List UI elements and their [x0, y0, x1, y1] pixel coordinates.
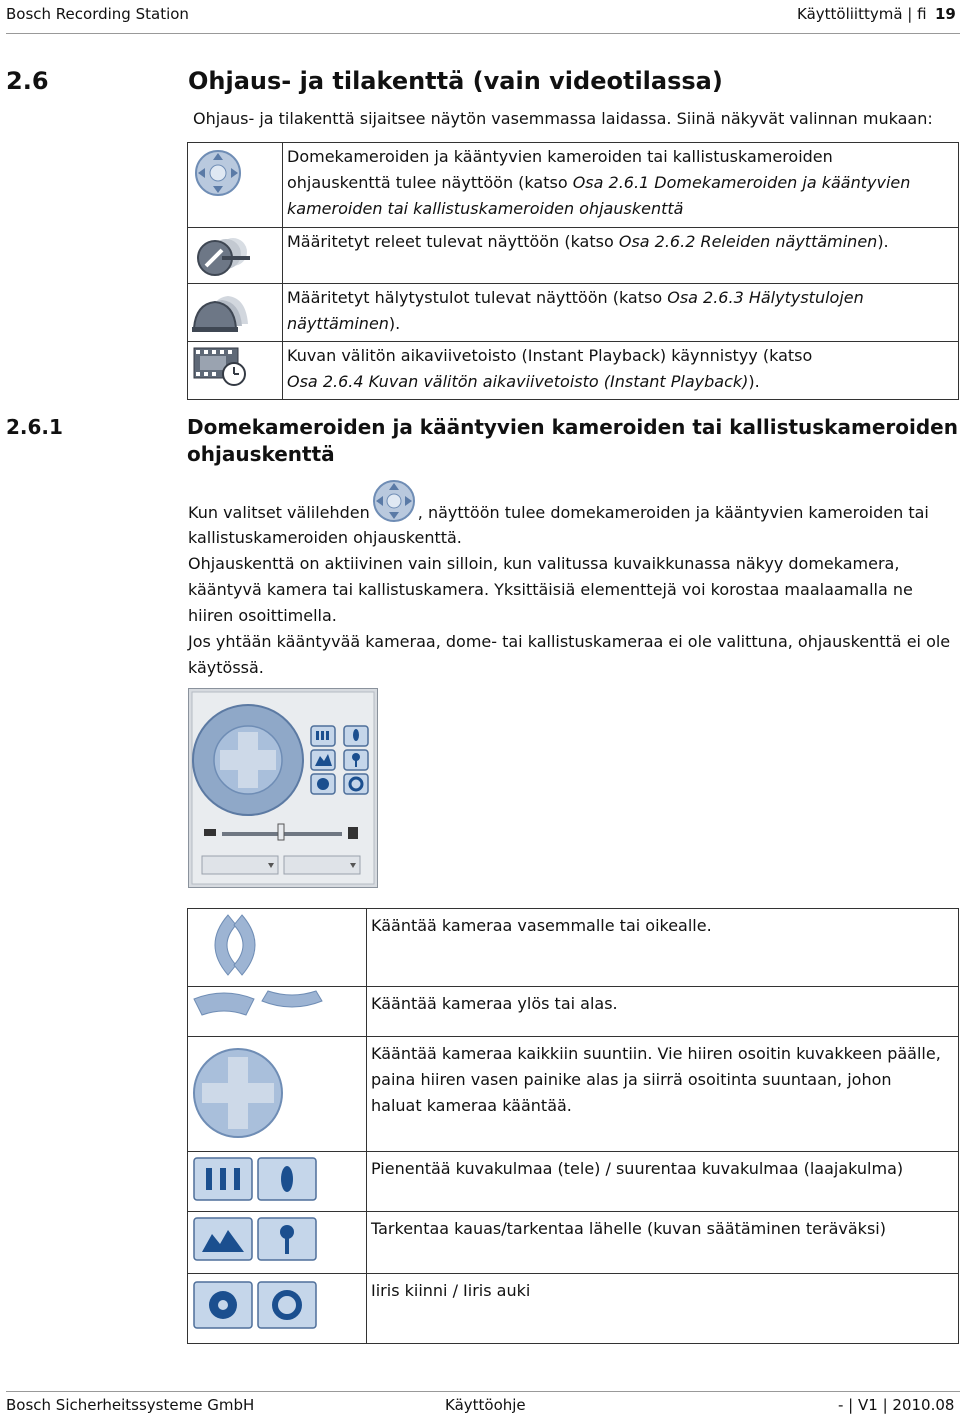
all-dir-line-1: Kääntää kameraa kaikkiin suuntiin. Vie hiiren osoitin kuvakkeen päälle, [371, 1044, 941, 1063]
ptz-tab-icon[interactable] [370, 478, 418, 524]
preset-dropdown-right[interactable] [284, 856, 360, 874]
alarm-bell-icon [188, 284, 282, 336]
pan-text: Kääntää kameraa vasemmalle tai oikealle. [371, 916, 712, 935]
ptz-link-part-2[interactable]: kameroiden tai kallistuskameroiden ohjauskenttä [287, 199, 684, 218]
focus-text: Tarkentaa kauas/tarkentaa lähelle (kuvan säätäminen teräväksi) [371, 1219, 886, 1238]
playback-icon-cell [188, 342, 283, 400]
tilt-text-cell [367, 987, 959, 1037]
pan-left-right-icon [188, 909, 366, 985]
tilt-icon-cell [188, 987, 367, 1037]
zoom-tele-wide-icon [188, 1152, 366, 1208]
iris-close-open-icon [188, 1274, 366, 1338]
ptz-text-cell [283, 143, 959, 228]
para2-line-1: Ohjauskenttä on aktiivinen vain silloin, kun valitussa kuvaikkunassa näkyy domekamera, [188, 554, 900, 573]
iris-text: Iiris kiinni / Iiris auki [371, 1281, 531, 1300]
iris-text-cell [367, 1274, 959, 1344]
relay-icon-cell [188, 228, 283, 284]
section-title: Ohjaus- ja tilakenttä (vain videotilassa) [188, 67, 723, 95]
ptz-link-part-1[interactable]: Osa 2.6.1 Domekameroiden ja kääntyvien [572, 173, 911, 192]
alarm-link-part-1[interactable]: Osa 2.6.3 Hälytystulojen [667, 288, 864, 307]
section-intro: Ohjaus- ja tilakenttä sijaitsee näytön vasemmassa laidassa. Siinä näkyvät valinnan mukaan: [193, 109, 933, 128]
para1-line-2: kallistuskameroiden ohjauskenttä. [188, 528, 462, 547]
header-right: Käyttöliittymä | fi [797, 5, 927, 23]
section-number: 2.6 [6, 67, 49, 95]
ptz-control-icon [188, 143, 282, 203]
subsection-title-line-2: ohjauskenttä [187, 442, 335, 466]
zoom-text: Pienentää kuvakulmaa (tele) / suurentaa kuvakulmaa (laajakulma) [371, 1159, 904, 1178]
para1 [188, 475, 958, 681]
ptz-line-2-text: ohjauskenttä tulee näyttöön (katso [287, 173, 573, 192]
zoom-text-cell [367, 1152, 959, 1212]
controls-table [187, 908, 959, 1344]
footer-right: - | V1 | 2010.08 [838, 1396, 955, 1414]
focus-far-button[interactable] [311, 750, 335, 770]
alarm-icon-cell [188, 284, 283, 342]
zoom-tele-button[interactable] [311, 726, 335, 746]
pan-icon-cell [188, 909, 367, 987]
playback-end: ). [748, 372, 760, 391]
ptz-line-2 [287, 170, 954, 196]
header-rule [6, 33, 960, 34]
instant-playback-icon [188, 342, 282, 388]
alarm-link-part-2[interactable]: näyttäminen [287, 314, 389, 333]
relay-text-cell [283, 228, 959, 284]
all-dir-line-3: haluat kameraa kääntää. [371, 1096, 572, 1115]
iris-icon-cell [188, 1274, 367, 1344]
subsection-title [187, 414, 958, 468]
all-dir-icon-cell [188, 1037, 367, 1152]
ptz-line-1: Domekameroiden ja kääntyvien kameroiden tai kallistuskameroiden [287, 147, 833, 166]
relay-text: Määritetyt releet tulevat näyttöön (katso [287, 232, 619, 251]
focus-near-button[interactable] [344, 750, 368, 770]
relay-link[interactable]: Osa 2.6.2 Releiden näyttäminen [618, 232, 878, 251]
alarm-text-cell [283, 284, 959, 342]
para1-end: , näyttöön tulee domekameroiden ja kääntyvien kameroiden tai [417, 503, 929, 522]
pan-text-cell [367, 909, 959, 987]
alarm-end: ). [388, 314, 401, 333]
subsection-number: 2.6.1 [6, 415, 63, 439]
all-dir-line-2: paina hiiren vasen painike alas ja siirrä osoitinta suuntaan, johon [371, 1070, 892, 1089]
ptz-control-panel [188, 688, 378, 888]
preset-dropdown-left[interactable] [202, 856, 278, 874]
playback-link[interactable]: Osa 2.6.4 Kuvan välitön aikaviivetoisto (Instant Playback) [287, 372, 749, 391]
page-number: 19 [935, 5, 956, 23]
focus-icon-cell [188, 1212, 367, 1274]
footer-left: Bosch Sicherheitssysteme GmbH [6, 1396, 255, 1414]
playback-text: Kuvan välitön aikaviivetoisto (Instant Playback) käynnistyy (katso [287, 346, 813, 365]
iris-open-button[interactable] [344, 774, 368, 794]
ptz-icon-cell [188, 143, 283, 228]
subsection-title-line-1: Domekameroiden ja kääntyvien kameroiden tai kallistuskameroiden [187, 415, 958, 439]
footer-rule [6, 1391, 960, 1392]
relay-icon [188, 228, 282, 282]
para3-line-2: käytössä. [188, 658, 264, 677]
para2-line-2: kääntyvä kamera tai kallistuskamera. Yksittäisiä elementtejä voi korostaa maalaamalla ne [188, 580, 913, 599]
focus-far-near-icon [188, 1212, 366, 1268]
direction-pad[interactable] [193, 705, 303, 815]
status-field-table [187, 142, 959, 400]
footer-center: Käyttöohje [445, 1396, 526, 1414]
para1-start: Kun valitset välilehden [188, 503, 370, 522]
tilt-text: Kääntää kameraa ylös tai alas. [371, 994, 618, 1013]
focus-text-cell [367, 1212, 959, 1274]
zoom-wide-button[interactable] [344, 726, 368, 746]
header-left: Bosch Recording Station [6, 5, 189, 23]
zoom-icon-cell [188, 1152, 367, 1212]
tilt-up-down-icon [188, 987, 366, 1027]
alarm-text: Määritetyt hälytystulot tulevat näyttöön (katso [287, 288, 668, 307]
iris-close-button[interactable] [311, 774, 335, 794]
all-directions-icon [188, 1037, 366, 1149]
para3-line-1: Jos yhtään kääntyvää kameraa, dome- tai kallistuskameraa ei ole valittuna, ohjauskenttä ei ole [188, 632, 951, 651]
para2-line-3: hiiren osoittimella. [188, 606, 337, 625]
playback-text-cell [283, 342, 959, 400]
all-dir-text-cell [367, 1037, 959, 1152]
relay-end: ). [877, 232, 889, 251]
